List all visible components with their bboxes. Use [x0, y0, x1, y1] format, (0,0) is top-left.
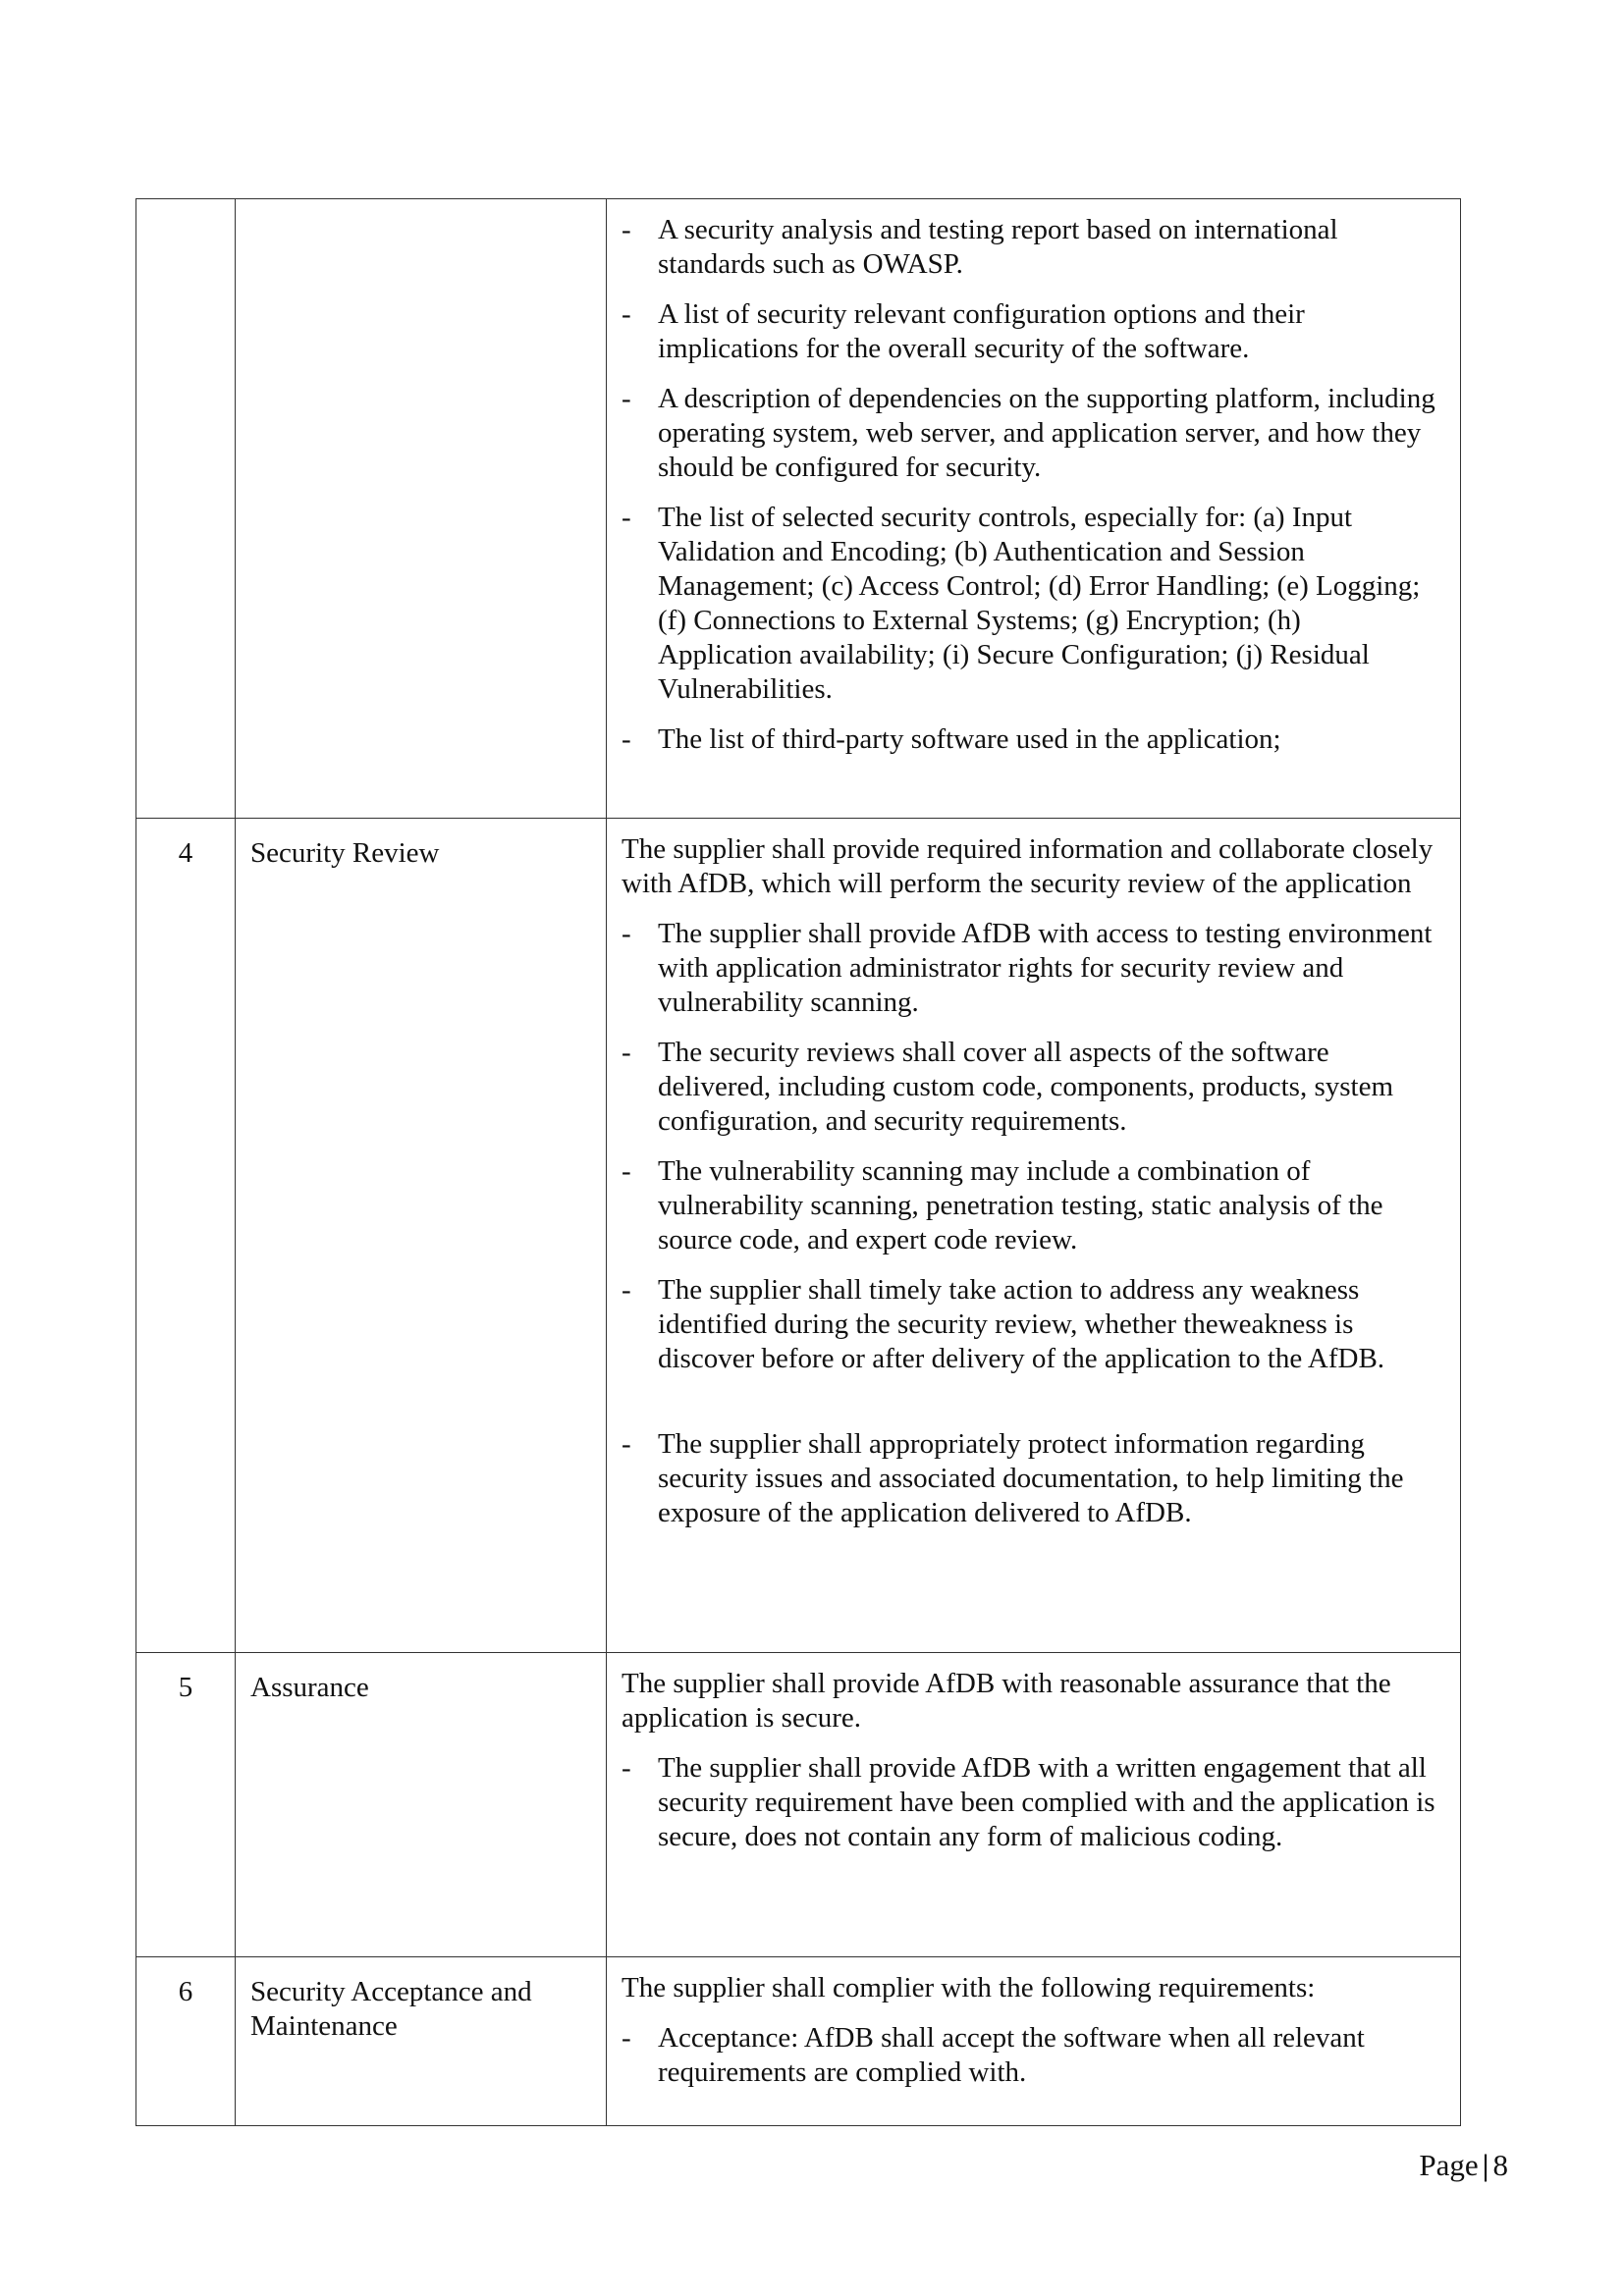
page-separator: |	[1482, 2148, 1489, 2182]
bullet-dash: -	[622, 1752, 631, 1784]
page-label: Page	[1419, 2148, 1479, 2182]
row-description	[607, 1957, 1461, 2126]
row-number	[136, 199, 236, 819]
table-row	[136, 1653, 1461, 1957]
list-item-text: A security analysis and testing report based on international standards such as OWASP.	[658, 214, 1338, 280]
list-item	[622, 722, 1440, 757]
row-title: Security Review	[236, 819, 607, 1653]
list-item	[622, 1751, 1440, 1854]
row-title: Assurance	[236, 1653, 607, 1957]
bullet-dash: -	[622, 502, 631, 533]
row-number: 5	[136, 1653, 236, 1957]
requirements-table	[135, 198, 1461, 2126]
table-row	[136, 199, 1461, 819]
list-item	[622, 2021, 1440, 2090]
row-title: Security Acceptance and Maintenance	[236, 1957, 607, 2126]
row-number: 4	[136, 819, 236, 1653]
bullet-dash: -	[622, 918, 631, 949]
bullet-dash: -	[622, 383, 631, 414]
list-item	[622, 1154, 1440, 1257]
bullet-dash: -	[622, 298, 631, 330]
list-item	[622, 382, 1440, 485]
list-item-text: The list of selected security controls, especially for: (a) Input Validation and Encoding; (b) Authentication and Session Management; (c) Access Control; (d) Error Handling; (e) Logging; (f) Connections to External Systems; (g) Encryption; (h) Application availability; (i) Secure Configuration; (j) Residual Vulnerabilities.	[658, 502, 1421, 705]
list-item	[622, 1036, 1440, 1139]
list-item-text: The security reviews shall cover all aspects of the software delivered, including custom code, components, products, system configuration, and security requirements.	[658, 1037, 1394, 1137]
list-item-text: The list of third-party software used in the application;	[658, 723, 1281, 755]
bullet-dash: -	[622, 1037, 631, 1068]
list-item-text: Acceptance: AfDB shall accept the software when all relevant requirements are complied with.	[658, 2022, 1365, 2088]
list-item-text: A description of dependencies on the supporting platform, including operating system, web server, and application server, and how they should be configured for security.	[658, 383, 1435, 483]
bullet-dash: -	[622, 723, 631, 755]
bullet-dash: -	[622, 2022, 631, 2054]
list-item	[622, 213, 1440, 282]
list-item-text: The supplier shall appropriately protect information regarding security issues and associated documentation, to help limiting the exposure of the application delivered to AfDB.	[658, 1428, 1404, 1528]
list-item-text: The supplier shall timely take action to address any weakness identified during the security review, whether theweakness is discover before or after delivery of the application to the AfDB.	[658, 1274, 1385, 1374]
page-footer	[1419, 2148, 1508, 2183]
table-row	[136, 1957, 1461, 2126]
bullet-dash: -	[622, 1428, 631, 1460]
list-item-text: A list of security relevant configuration options and their implications for the overall security of the software.	[658, 298, 1305, 364]
row-description	[607, 819, 1461, 1653]
list-item	[622, 1273, 1440, 1376]
bullet-dash: -	[622, 214, 631, 245]
row-description	[607, 199, 1461, 819]
list-item	[622, 501, 1440, 707]
list-item	[622, 917, 1440, 1020]
list-item-text: The supplier shall provide AfDB with a written engagement that all security requirement have been complied with and the application is secure, does not contain any form of malicious coding.	[658, 1752, 1435, 1852]
list-item-text: The supplier shall provide AfDB with access to testing environment with application administrator rights for security review and vulnerability scanning.	[658, 918, 1433, 1018]
row-title	[236, 199, 607, 819]
list-item-text: The vulnerability scanning may include a combination of vulnerability scanning, penetration testing, static analysis of the source code, and expert code review.	[658, 1155, 1383, 1255]
bullet-dash: -	[622, 1274, 631, 1306]
table-row	[136, 819, 1461, 1653]
list-item	[622, 297, 1440, 366]
bullet-dash: -	[622, 1155, 631, 1187]
row-intro: The supplier shall provide AfDB with reasonable assurance that the application is secure.	[622, 1668, 1391, 1734]
row-description	[607, 1653, 1461, 1957]
list-item	[622, 1427, 1440, 1530]
row-intro: The supplier shall provide required information and collaborate closely with AfDB, which will perform the security review of the application	[622, 833, 1434, 899]
row-number: 6	[136, 1957, 236, 2126]
page-number: 8	[1492, 2148, 1508, 2182]
row-intro: The supplier shall complier with the following requirements:	[622, 1972, 1316, 2003]
